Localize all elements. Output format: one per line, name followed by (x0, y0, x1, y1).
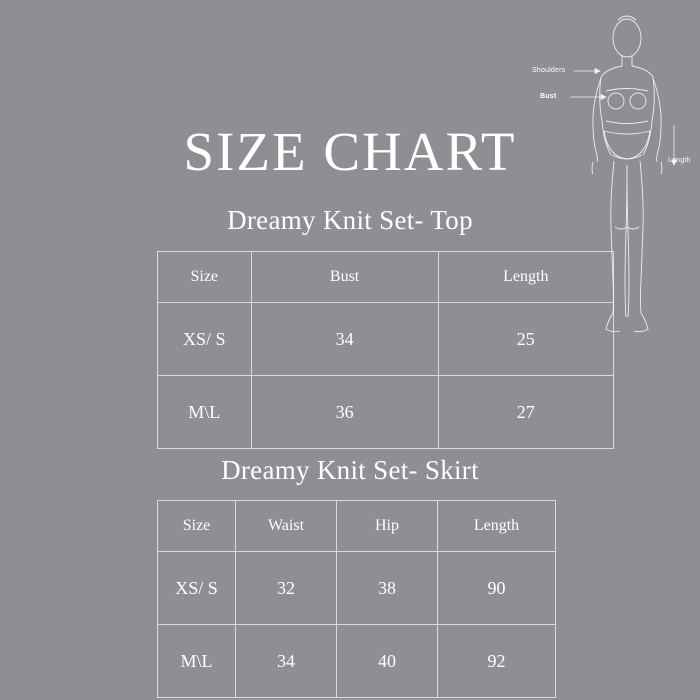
cell-length: 90 (438, 552, 556, 625)
cell-bust: 34 (251, 303, 438, 376)
column-header-size: Size (158, 501, 236, 552)
cell-waist: 32 (236, 552, 337, 625)
figure-label-bust: Bust (540, 93, 557, 100)
cell-length: 27 (438, 376, 613, 449)
cell-bust: 36 (251, 376, 438, 449)
cell-size: XS/ S (158, 303, 252, 376)
mannequin-figure (530, 5, 695, 355)
column-header-length: Length (438, 501, 556, 552)
cell-length: 25 (438, 303, 613, 376)
size-table-skirt (157, 500, 556, 698)
section-heading-skirt: Dreamy Knit Set- Skirt (221, 455, 479, 485)
cell-size: M\L (158, 625, 236, 698)
section-heading-top: Dreamy Knit Set- Top (227, 205, 473, 235)
figure-label-length: Length (668, 157, 691, 164)
cell-length: 92 (438, 625, 556, 698)
table-row (158, 552, 556, 625)
mannequin-icon (530, 5, 695, 355)
column-header-bust: Bust (251, 252, 438, 303)
page-title: SIZE CHART (183, 121, 517, 182)
column-header-hip: Hip (337, 501, 438, 552)
table-header-row (158, 501, 556, 552)
figure-label-shoulders: Shoulders (532, 67, 566, 74)
cell-hip: 38 (337, 552, 438, 625)
table-row (158, 376, 614, 449)
cell-size: M\L (158, 376, 252, 449)
column-header-size: Size (158, 252, 252, 303)
cell-waist: 34 (236, 625, 337, 698)
column-header-length: Length (438, 252, 613, 303)
cell-hip: 40 (337, 625, 438, 698)
cell-size: XS/ S (158, 552, 236, 625)
table-row (158, 625, 556, 698)
column-header-waist: Waist (236, 501, 337, 552)
